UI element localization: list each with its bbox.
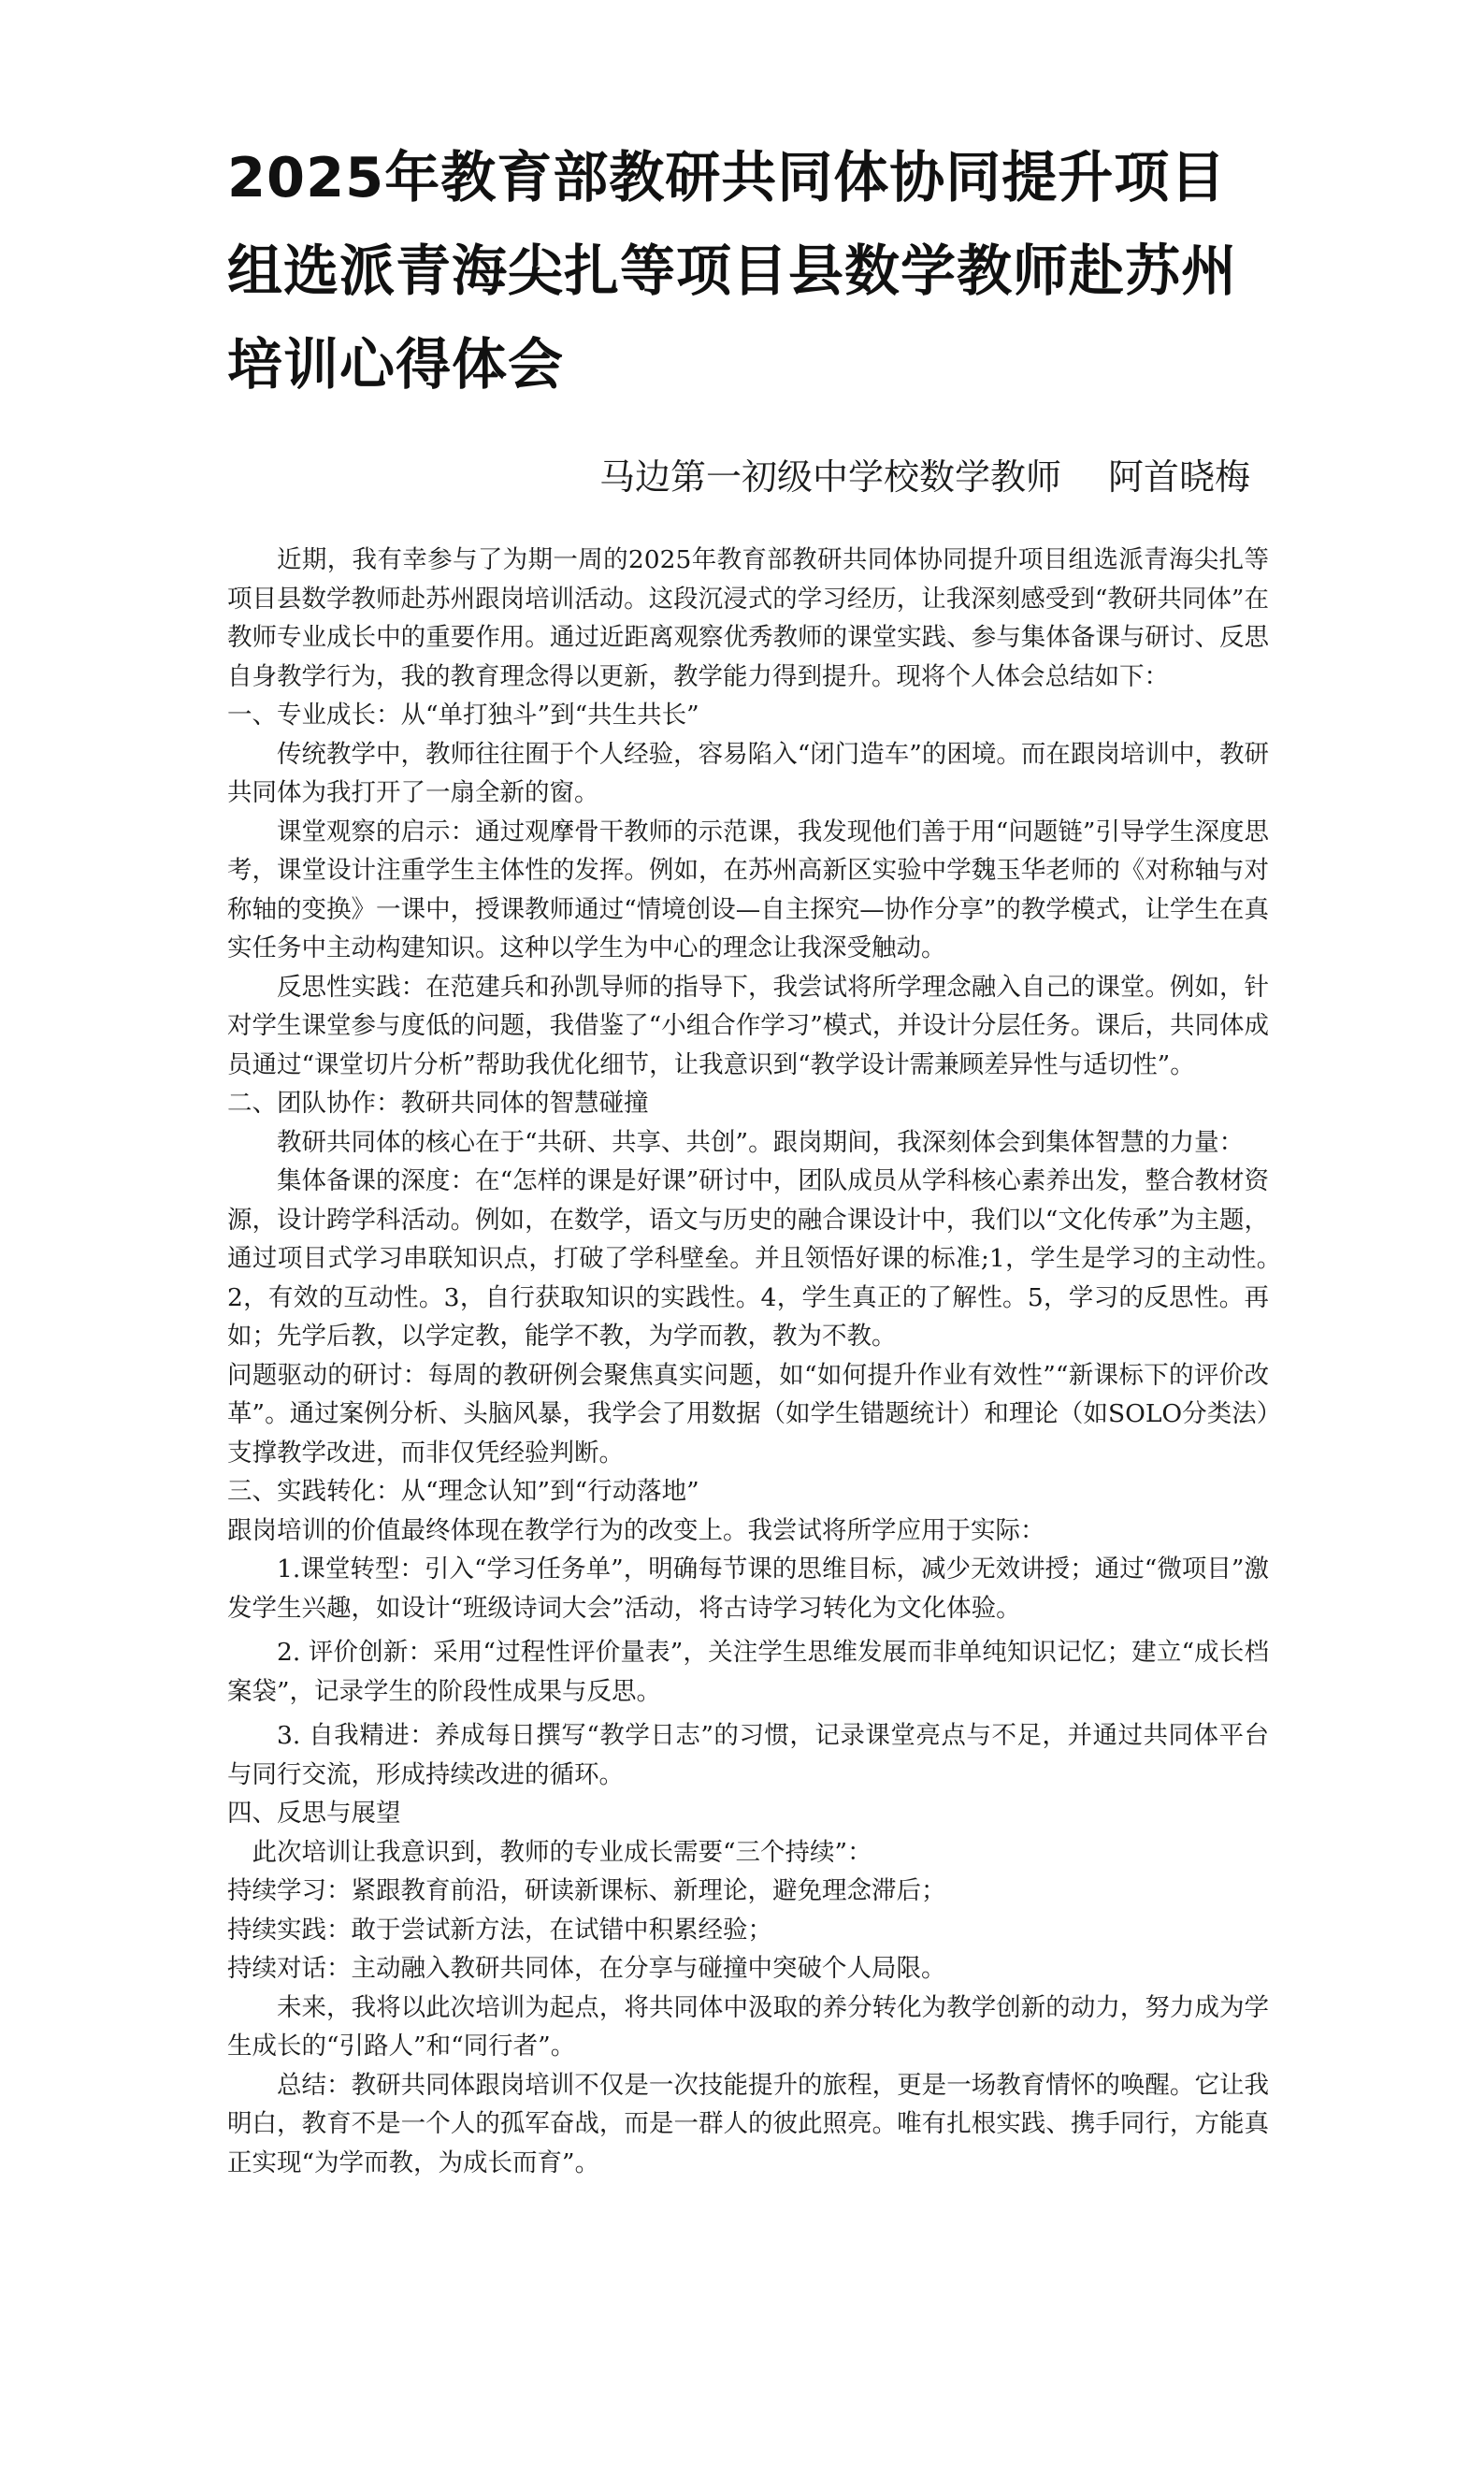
paragraph: 问题驱动的研讨：每周的教研例会聚焦真实问题，如“如何提升作业有效性”“新课标下的评价改革”。通过案例分析、头脑风暴，我学会了用数据（如学生错题统计）和理论（如SOLO分类法）支撑教学改进，而非仅凭经验判断。: [227, 1360, 1269, 1468]
author-name: 阿首晓梅: [1107, 456, 1250, 498]
document-title: 2025年教育部教研共同体协同提升项目组选派青海尖扎等项目县数学教师赴苏州培训心得体会: [227, 145, 1238, 397]
paragraph: 传统教学中，教师往往囿于个人经验，容易陷入“闭门造车”的困境。而在跟岗培训中，教研共同体为我打开了一扇全新的窗。: [227, 739, 1269, 807]
author-line: [227, 451, 1269, 503]
paragraph: 课堂观察的启示：通过观摩骨干教师的示范课，我发现他们善于用“问题链”引导学生深度思考，课堂设计注重学生主体性的发挥。例如，在苏州高新区实验中学魏玉华老师的《对称轴与对称轴的变换》一课中，授课教师通过“情境创设—自主探究—协作分享”的教学模式，让学生在真实任务中主动构建知识。这种以学生为中心的理念让我深受触动。: [227, 817, 1269, 962]
paragraph: 教研共同体的核心在于“共研、共享、共创”。跟岗期间，我深刻体会到集体智慧的力量：: [277, 1127, 1245, 1157]
author-school: 马边第一初级中学校数学教师: [598, 456, 1061, 498]
list-item: 1.课堂转型：引入“学习任务单”，明确每节课的思维目标，减少无效讲授；通过“微项目”激发学生兴趣，如设计“班级诗词大会”活动，将古诗学习转化为文化体验。: [227, 1555, 1269, 1623]
paragraph: 反思性实践：在范建兵和孙凯导师的指导下，我尝试将所学理念融入自己的课堂。例如，针对学生课堂参与度低的问题，我借鉴了“小组合作学习”模式，并设计分层任务。课后，共同体成员通过“课堂切片分析”帮助我优化细节，让我意识到“教学设计需兼顾差异性与适切性”。: [227, 972, 1269, 1079]
list-item: 持续实践：敢于尝试新方法，在试错中积累经验；: [227, 1915, 772, 1945]
section-heading-3: 三、实践转化：从“理念认知”到“行动落地”: [227, 1477, 699, 1506]
document-body: [227, 541, 1294, 2182]
list-item: 持续对话：主动融入教研共同体，在分享与碰撞中突破个人局限。: [227, 1954, 946, 1983]
paragraph: 此次培训让我意识到，教师的专业成长需要“三个持续”：: [252, 1837, 872, 1867]
conclusion-paragraph: 总结：教研共同体跟岗培训不仅是一次技能提升的旅程，更是一场教育情怀的唤醒。它让我明白，教育不是一个人的孤军奋战，而是一群人的彼此照亮。唯有扎根实践、携手同行，方能真正实现“为学而教，为成长而育”。: [227, 2070, 1269, 2177]
paragraph: 未来，我将以此次培训为起点，将共同体中汲取的养分转化为教学创新的动力，努力成为学生成长的“引路人”和“同行者”。: [227, 1992, 1269, 2061]
intro-paragraph: 近期，我有幸参与了为期一周的2025年教育部教研共同体协同提升项目组选派青海尖扎等项目县数学教师赴苏州跟岗培训活动。这段沉浸式的学习经历，让我深刻感受到“教研共同体”在教师专业成长中的重要作用。通过近距离观察优秀教师的课堂实践、参与集体备课与研讨、反思自身教学行为，我的教育理念得以更新，教学能力得到提升。现将个人体会总结如下：: [227, 545, 1269, 691]
paragraph: 跟岗培训的价值最终体现在教学行为的改变上。我尝试将所学应用于实际：: [227, 1515, 1045, 1545]
list-item: 持续学习：紧跟教育前沿，研读新课标、新理论，避免理念滞后；: [227, 1876, 946, 1905]
section-heading-2: 二、团队协作：教研共同体的智慧碰撞: [227, 1089, 649, 1118]
section-heading-4: 四、反思与展望: [227, 1799, 401, 1828]
list-item: 2. 评价创新：采用“过程性评价量表”，关注学生思维发展而非单纯知识记忆；建立“成长档案袋”，记录学生的阶段性成果与反思。: [227, 1638, 1269, 1706]
list-item: 3. 自我精进：养成每日撰写“教学日志”的习惯，记录课堂亮点与不足，并通过共同体平台与同行交流，形成持续改进的循环。: [227, 1721, 1269, 1789]
paragraph: 集体备课的深度：在“怎样的课是好课”研讨中，团队成员从学科核心素养出发，整合教材资源，设计跨学科活动。例如，在数学，语文与历史的融合课设计中，我们以“文化传承”为主题，通过项目式学习串联知识点，打破了学科壁垒。并且领悟好课的标准;1，学生是学习的主动性。 2，有效的互动性。3，自行获取知识的实践性。4，学生真正的了解性。5，学习的反思性。再如；先学后教，以学定教，能学不教，为学而教，教为不教。: [227, 1166, 1294, 1351]
section-heading-1: 一、专业成长：从“单打独斗”到“共生共长”: [227, 701, 699, 730]
